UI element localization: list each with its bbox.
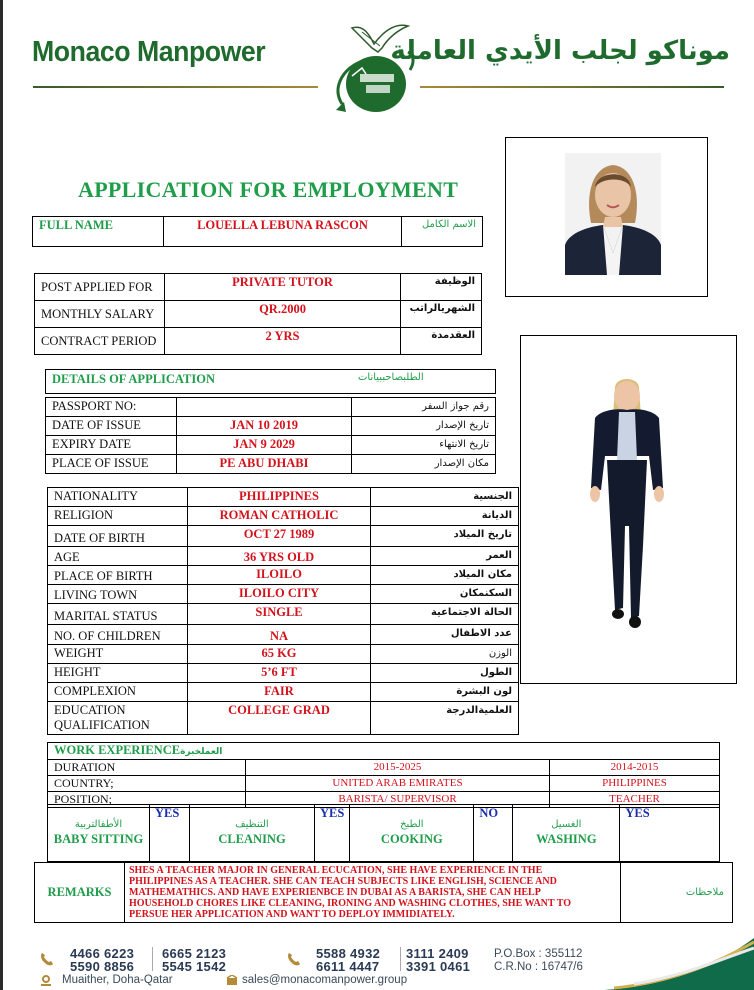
- work-heading-cell: [48, 743, 720, 760]
- full-name-label: FULL NAME: [33, 217, 164, 247]
- education-label: EDUCATION QUALIFICATION: [48, 702, 188, 735]
- marital-status-label-ar: الحالة الاجتماعية: [371, 604, 519, 625]
- birthplace-label: PLACE OF BIRTH: [48, 566, 188, 585]
- issue-place-label-ar: مكان الإصدار: [352, 455, 496, 474]
- skill-label: CLEANING: [218, 832, 286, 846]
- cr-number: [494, 961, 583, 973]
- complexion-label: COMPLEXION: [48, 683, 188, 702]
- passport-no-label-ar: رقم جواز السفر: [352, 398, 496, 417]
- remarks-table: [34, 862, 733, 923]
- remarks-line: HOUSEHOLD CHORES LIKE CLEANING, IRONING AND WASHING CLOTHES, SHE WANT TO: [129, 898, 571, 909]
- expiry-date-label-ar: تاريخ الانتهاء: [352, 436, 496, 455]
- phone-number[interactable]: 3391 0461: [406, 959, 471, 974]
- skill-cooking: [350, 805, 474, 862]
- table-row: [48, 566, 519, 585]
- passport-table: [45, 397, 496, 474]
- full-body-photo: [587, 376, 667, 636]
- contract-label: CONTRACT PERIOD: [35, 328, 165, 355]
- header-rule-right: [420, 86, 724, 88]
- religion-label-ar: الديانة: [371, 507, 519, 526]
- duration-label: DURATION: [48, 760, 246, 776]
- table-row: [48, 805, 720, 862]
- passport-photo: [565, 153, 661, 275]
- education-label-ar: العلميةالدرجة: [371, 702, 519, 735]
- marital-status-label: MARITAL STATUS: [48, 604, 188, 625]
- weight-label-ar: الوزن: [371, 645, 519, 664]
- table-row: [48, 743, 720, 760]
- table-row: [46, 417, 496, 436]
- position-job2: TEACHER: [550, 792, 720, 808]
- contract-label-ar: العقدمدة: [401, 328, 482, 355]
- company-name-ar: موناكو لجلب الأيدي العاملة: [390, 36, 730, 66]
- skill-label: COOKING: [380, 832, 443, 846]
- religion-value: ROMAN CATHOLIC: [188, 507, 371, 526]
- living-town-value: ILOILO CITY: [188, 585, 371, 604]
- complexion-value: FAIR: [188, 683, 371, 702]
- salary-value: QR.2000: [165, 301, 401, 328]
- eagle-globe-emblem-icon: [322, 18, 430, 118]
- table-row: [46, 398, 496, 417]
- country-job2: PHILIPPINES: [550, 776, 720, 792]
- phone-number[interactable]: 3111 2409: [406, 946, 469, 961]
- passport-photo-frame: [505, 137, 708, 297]
- skill-label: WASHING: [536, 832, 597, 846]
- work-heading-ar: العملخبرة: [180, 747, 223, 757]
- religion-label: RELIGION: [48, 507, 188, 526]
- cr-label: C.R.No: [494, 961, 532, 973]
- issue-place-label: PLACE OF ISSUE: [46, 455, 177, 474]
- post-table: [34, 273, 482, 355]
- table-row: [48, 683, 519, 702]
- duration-job1: 2015-2025: [246, 760, 550, 776]
- skill-answer: YES: [150, 805, 190, 862]
- skill-washing: [513, 805, 620, 862]
- skill-label-ar: الأطفالتربية: [74, 819, 123, 830]
- skill-answer: YES: [315, 805, 350, 862]
- header-rule-left: [33, 86, 318, 88]
- divider: [400, 947, 401, 971]
- table-row: [48, 547, 519, 566]
- skills-table: [47, 804, 720, 862]
- table-row: [35, 274, 482, 301]
- children-value: NA: [188, 625, 371, 645]
- age-label: AGE: [48, 547, 188, 566]
- phone-number[interactable]: 4466 6223: [70, 946, 135, 961]
- table-row: [35, 863, 733, 923]
- footer-swoosh-decoration: [604, 938, 754, 990]
- table-row: [46, 436, 496, 455]
- dob-label: DATE OF BIRTH: [48, 526, 188, 547]
- position-label: POSITION;: [48, 792, 246, 808]
- remarks-line: SHES A TEACHER MAJOR IN GENERAL ECUCATION, SHE HAVE EXPERIENCE IN THE: [129, 865, 543, 876]
- company-name-en: Monaco Manpower: [32, 36, 266, 68]
- full-body-photo-frame: [520, 335, 737, 684]
- table-row: [48, 625, 519, 645]
- remarks-line: PHILIPPINES AS A TEACHER. SHE CAN TEACH SUBJECTS LIKE ENGLISH, SCIENCE AND: [129, 876, 557, 887]
- nationality-value: PHILIPPINES: [188, 488, 371, 507]
- issue-date-value: JAN 10 2019: [177, 417, 352, 436]
- personal-details-table: [47, 487, 519, 735]
- table-row: [48, 776, 720, 792]
- skill-baby-sitting: [48, 805, 150, 862]
- height-label-ar: الطول: [371, 664, 519, 683]
- table-row: [35, 328, 482, 355]
- table-row: [46, 455, 496, 474]
- issue-date-label: DATE OF ISSUE: [46, 417, 177, 436]
- position-job1: BARISTA/ SUPERVISOR: [246, 792, 550, 808]
- table-row: [48, 526, 519, 547]
- children-label: NO. OF CHILDREN: [48, 625, 188, 645]
- complexion-label-ar: لون البشرة: [371, 683, 519, 702]
- country-job1: UNITED ARAB EMIRATES: [246, 776, 550, 792]
- page-left-edge: [0, 0, 3, 990]
- phone-number[interactable]: 5545 1542: [162, 959, 227, 974]
- page-title: APPLICATION FOR EMPLOYMENT: [78, 177, 459, 202]
- table-row: [48, 760, 720, 776]
- contract-value: 2 YRS: [165, 328, 401, 355]
- table-row: [48, 702, 519, 735]
- living-town-label: LIVING TOWN: [48, 585, 188, 604]
- work-experience-table: [47, 742, 720, 808]
- skill-cleaning: [190, 805, 315, 862]
- salary-label-ar: الشهريالراتب: [401, 301, 482, 328]
- expiry-date-value: JAN 9 2029: [177, 436, 352, 455]
- address: Muaither, Doha-Qatar: [62, 974, 173, 986]
- work-heading: WORK EXPERIENCE: [54, 743, 181, 757]
- issue-place-value: PE ABU DHABI: [177, 455, 352, 474]
- post-value: PRIVATE TUTOR: [165, 274, 401, 301]
- phone-number[interactable]: 5588 4932: [316, 946, 381, 961]
- phone-number[interactable]: 6665 2123: [162, 946, 227, 961]
- living-town-label-ar: السكنمكان: [371, 585, 519, 604]
- expiry-date-label: EXPIRY DATE: [46, 436, 177, 455]
- dob-label-ar: تاريخ الميلاد: [371, 526, 519, 547]
- skill-label: BABY SITTING: [53, 832, 144, 846]
- nationality-label: NATIONALITY: [48, 488, 188, 507]
- full-name-value: LOUELLA LEBUNA RASCON: [164, 217, 402, 247]
- weight-label: WEIGHT: [48, 645, 188, 664]
- salary-label: MONTHLY SALARY: [35, 301, 165, 328]
- phone-icon: [39, 951, 55, 967]
- skill-label-ar: الطبخ: [400, 819, 424, 830]
- skill-answer: YES: [620, 805, 720, 862]
- skill-label-ar: الغسيل: [551, 819, 582, 830]
- remarks-line: MATHEMATHICS. AND HAVE EXPERIENBCE IN DUBAI AS A BARISTA, SHE CAN HELP: [129, 887, 541, 898]
- post-label-ar: الوظيفة: [401, 274, 482, 301]
- duration-job2: 2014-2015: [550, 760, 720, 776]
- birthplace-value: ILOILO: [188, 566, 371, 585]
- birthplace-label-ar: مكان الميلاد: [371, 566, 519, 585]
- table-row: [48, 488, 519, 507]
- weight-value: 65 KG: [188, 645, 371, 664]
- table-row: [35, 301, 482, 328]
- table-row: [48, 507, 519, 526]
- po-box: [494, 948, 582, 960]
- age-label-ar: العمر: [371, 547, 519, 566]
- height-label: HEIGHT: [48, 664, 188, 683]
- table-row: [48, 604, 519, 625]
- phone-icon: [286, 951, 302, 967]
- post-label: POST APPLIED FOR: [35, 274, 165, 301]
- location-pin-icon: [40, 975, 52, 987]
- skill-answer: NO: [474, 805, 513, 862]
- skill-label-ar: التنظيف: [235, 819, 269, 830]
- passport-no-label: PASSPORT NO:: [46, 398, 177, 417]
- table-row: [48, 645, 519, 664]
- email-icon: [226, 975, 238, 986]
- country-label: COUNTRY;: [48, 776, 246, 792]
- remarks-label-ar: ملاحظات: [621, 863, 733, 923]
- phone-number[interactable]: 6611 4447: [316, 959, 380, 974]
- full-name-label-ar: الاسم الكامل: [402, 217, 483, 247]
- education-value: COLLEGE GRAD: [188, 702, 371, 735]
- cr-value: : 16747/6: [534, 961, 583, 973]
- height-value: 5’6 FT: [188, 664, 371, 683]
- details-heading-box: [45, 369, 496, 394]
- marital-status-value: SINGLE: [188, 604, 371, 625]
- details-heading: DETAILS OF APPLICATION: [52, 372, 215, 386]
- remarks-line: PERSUE HER APPLICATION AND WANT TO DEPLOY IMMIDIATELY.: [129, 909, 455, 920]
- po-box-value: : 355112: [538, 948, 583, 960]
- phone-number[interactable]: 5590 8856: [70, 959, 135, 974]
- children-label-ar: عدد الاطفال: [371, 625, 519, 645]
- divider: [152, 947, 153, 971]
- po-box-label: P.O.Box: [494, 948, 536, 960]
- remarks-label: REMARKS: [35, 863, 125, 923]
- email-link[interactable]: sales@monacomanpower.group: [242, 974, 408, 986]
- passport-no-value: [177, 398, 352, 417]
- table-row: [48, 664, 519, 683]
- table-row: [48, 585, 519, 604]
- age-value: 36 YRS OLD: [188, 547, 371, 566]
- remarks-text: [125, 863, 621, 923]
- issue-date-label-ar: تاريخ الإصدار: [352, 417, 496, 436]
- full-name-table: [32, 216, 483, 247]
- dob-value: OCT 27 1989: [188, 526, 371, 547]
- details-heading-ar: الطلبصاحببيانات: [358, 372, 424, 383]
- nationality-label-ar: الجنسية: [371, 488, 519, 507]
